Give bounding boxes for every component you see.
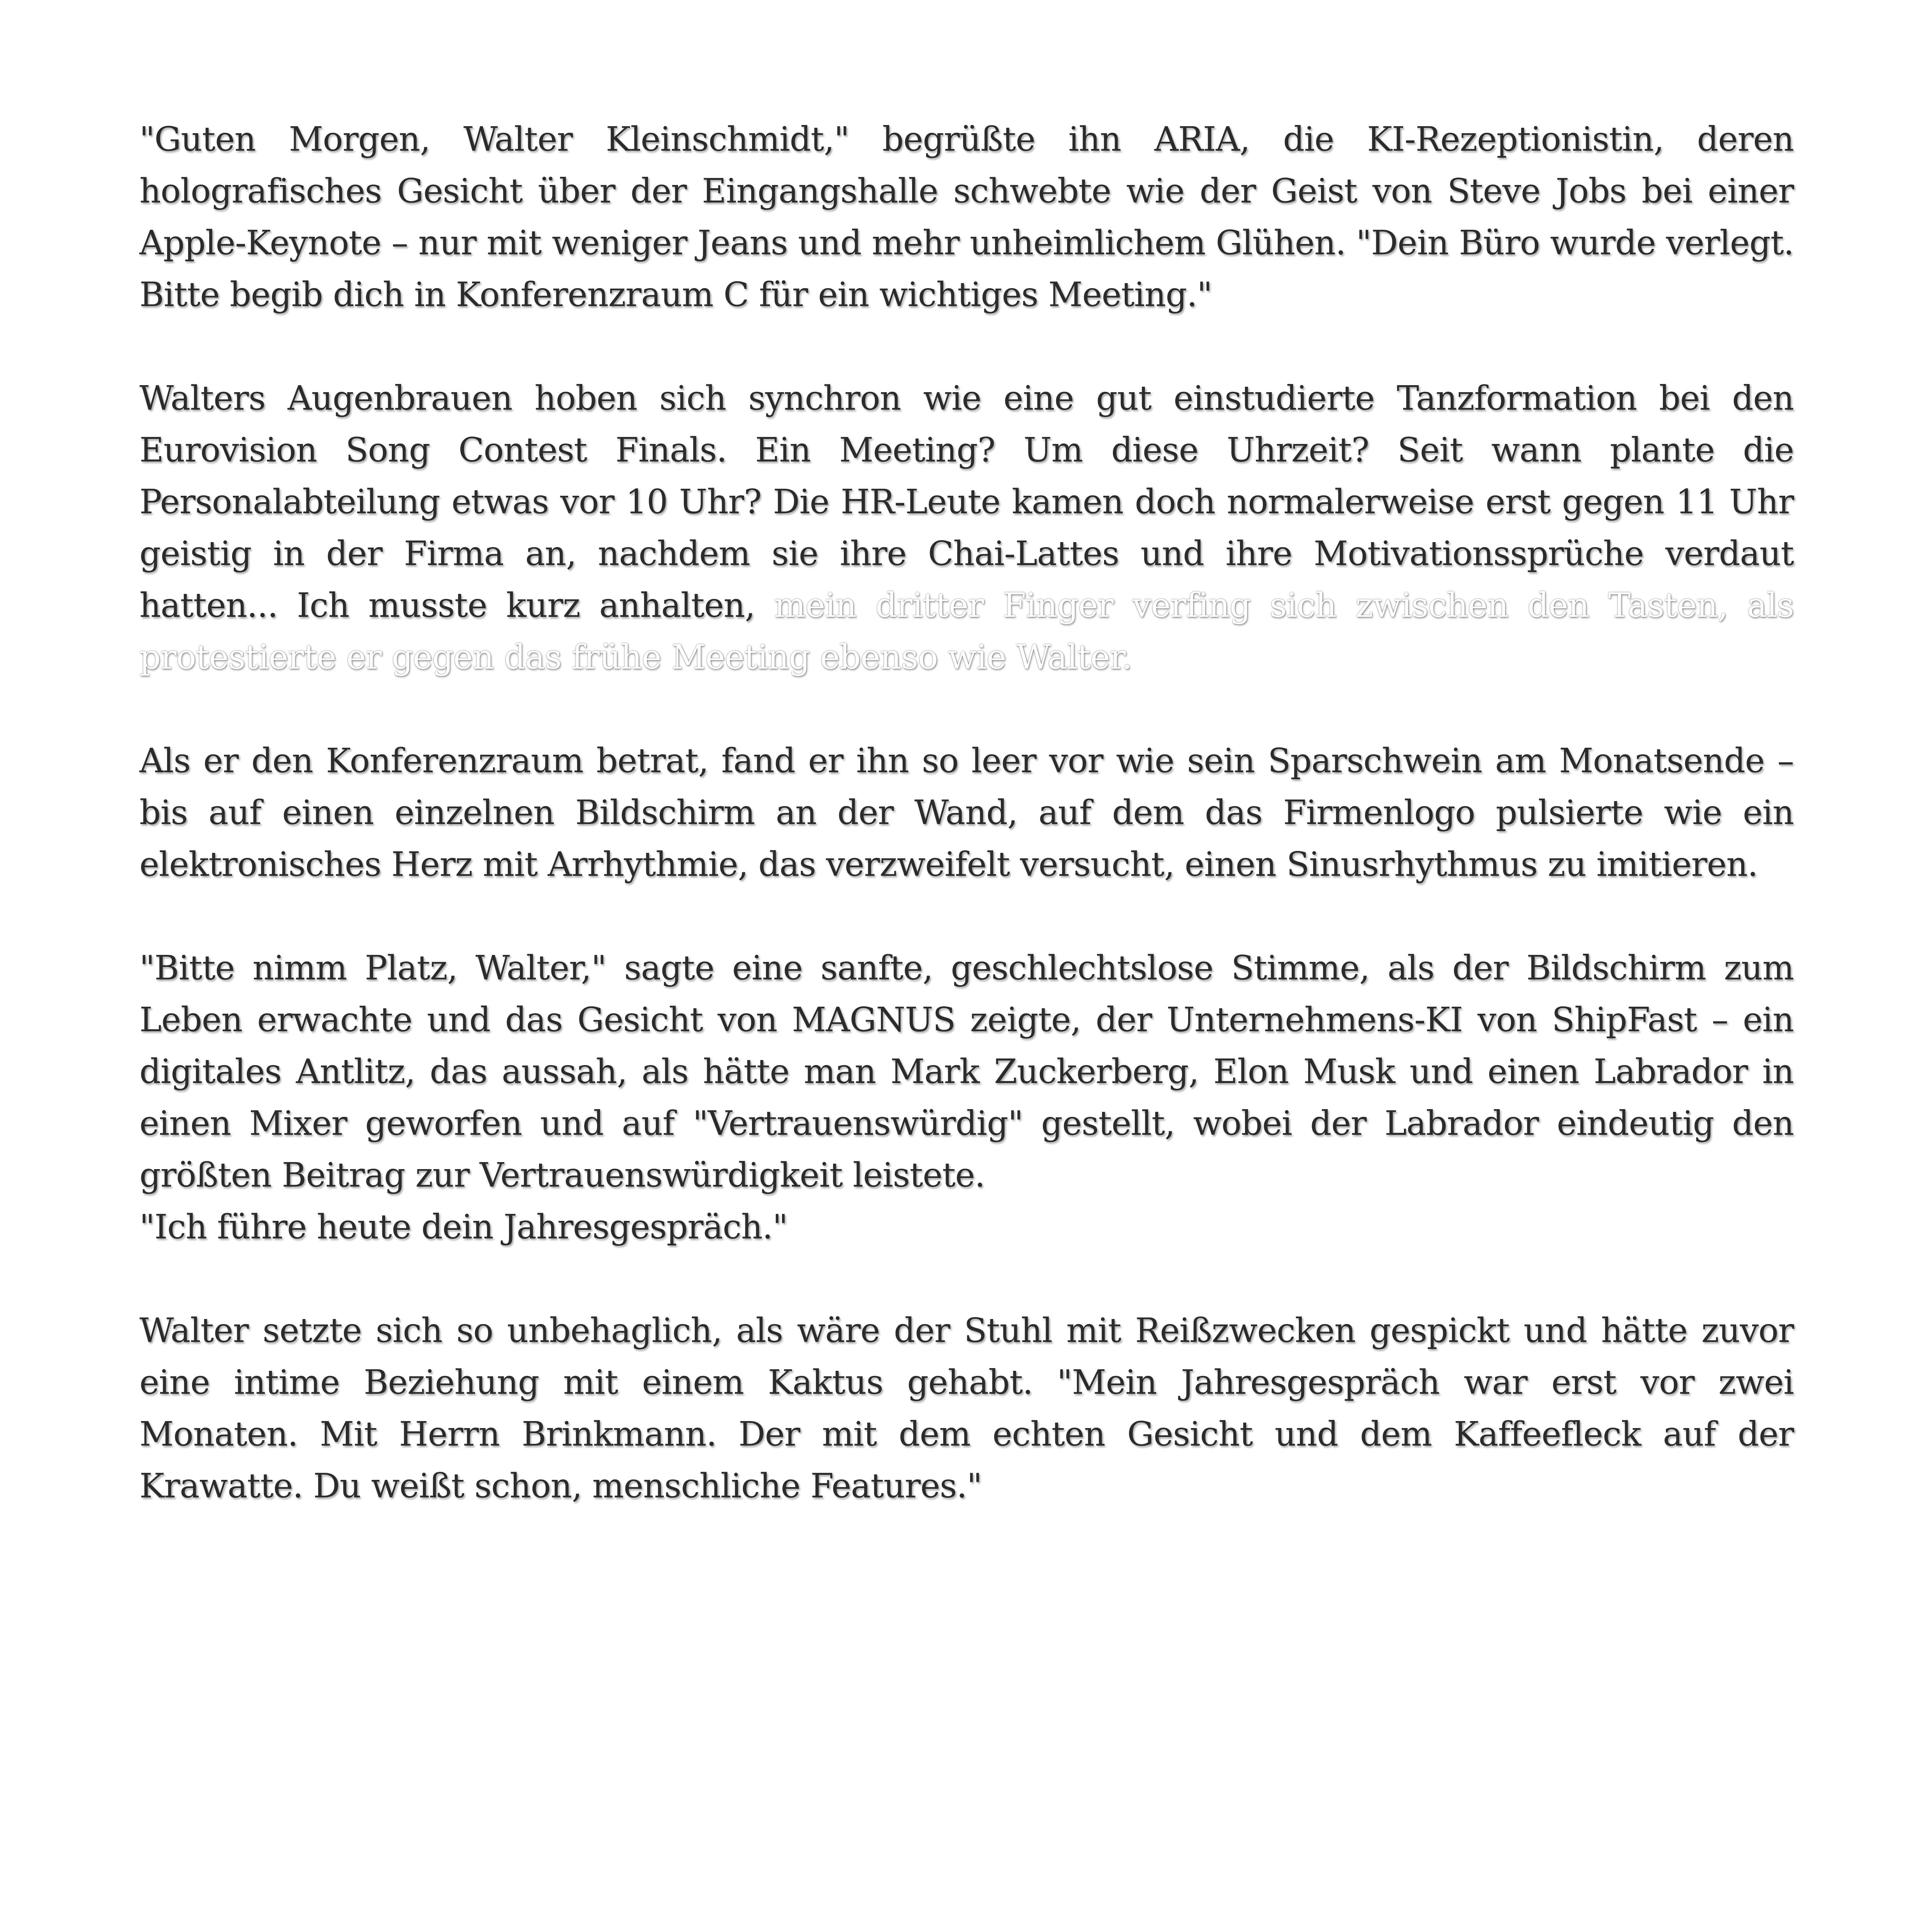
- paragraph-3: [139, 735, 1794, 891]
- paragraph-2-text: Walters Augenbrauen hoben sich synchron wie eine gut einstudierte Tanzformation bei den Eurovision Song Contest Finals. Ein Meeting? Um diese Uhrzeit? Seit wann plante die Personalabteilung etwas vor 10 Uhr? Die HR-Leute kamen doch normalerweise erst gegen 11 Uhr geistig in der Firma an, nachdem sie ihre Chai-Lattes und ihre Motivationssprüche verdaut hatten... Ich musste kurz anhalten,: [139, 379, 1794, 625]
- paragraph-2-faded-text: mein dritter Finger verfing sich zwischen den Tasten, als protestierte er gegen das frühe Meeting ebenso wie Walter.: [139, 586, 1794, 677]
- paragraph-4-second-line: "Ich führe heute dein Jahresgespräch.": [139, 1208, 788, 1247]
- document-body: [139, 114, 1794, 1512]
- paragraph-5: [139, 1305, 1794, 1512]
- paragraph-5-text: Walter setzte sich so unbehaglich, als wäre der Stuhl mit Reißzwecken gespickt und hätte zuvor eine intime Beziehung mit einem Kaktus gehabt. "Mein Jahresgespräch war erst vor zwei Monaten. Mit Herrn Brinkmann. Der mit dem echten Gesicht und dem Kaffeefleck auf der Krawatte. Du weißt schon, menschliche Features.": [139, 1311, 1794, 1506]
- paragraph-1: [139, 114, 1794, 321]
- paragraph-1-text: "Guten Morgen, Walter Kleinschmidt," begrüßte ihn ARIA, die KI-Rezeptionistin, deren holografisches Gesicht über der Eingangshalle schwebte wie der Geist von Steve Jobs bei einer Apple-Keynote – nur mit weniger Jeans und mehr unheimlichem Glühen. "Dein Büro wurde verlegt. Bitte begib dich in Konferenzraum C für ein wichtiges Meeting.": [139, 120, 1794, 314]
- paragraph-3-text: Als er den Konferenzraum betrat, fand er ihn so leer vor wie sein Sparschwein am Monatsende – bis auf einen einzelnen Bildschirm an der Wand, auf dem das Firmenlogo pulsierte wie ein elektronisches Herz mit Arrhythmie, das verzweifelt versucht, einen Sinusrhythmus zu imitieren.: [139, 741, 1794, 884]
- paragraph-2: [139, 373, 1794, 683]
- paragraph-4-text: "Bitte nimm Platz, Walter," sagte eine sanfte, geschlechtslose Stimme, als der Bildschirm zum Leben erwachte und das Gesicht von MAGNUS zeigte, der Unternehmens-KI von ShipFast – ein digitales Antlitz, das aussah, als hätte man Mark Zuckerberg, Elon Musk und einen Labrador in einen Mixer geworfen und auf "Vertrauenswürdig" gestellt, wobei der Labrador eindeutig den größten Beitrag zur Vertrauenswürdigkeit leistete.: [139, 949, 1794, 1195]
- paragraph-4: [139, 942, 1794, 1253]
